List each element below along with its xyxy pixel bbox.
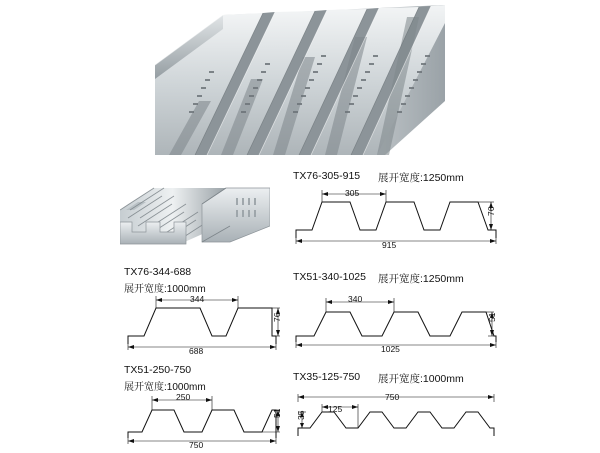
profile-title-tx35-125-750: TX35-125-750: [293, 371, 361, 383]
profile-spread-tx76-344-688: 展开宽度:1000mm: [124, 284, 206, 295]
dim-total-width-tx76-344-688: 688: [189, 346, 204, 356]
dim-height-tx76-344-688: 76: [272, 312, 282, 322]
dim-total-width-tx51-340-1025: 1025: [381, 344, 400, 354]
profile-title-tx51-250-750: TX51-250-750: [124, 364, 192, 376]
steel-deck-photo-large: [155, 5, 445, 155]
dim-rib-width-tx51-250-750: 250: [176, 392, 191, 402]
steel-deck-photo-small: [120, 180, 270, 252]
profile-spread-tx51-340-1025: 展开宽度:1250mm: [378, 273, 464, 285]
profile-spread-tx35-125-750: 展开宽度:1000mm: [378, 373, 464, 385]
dim-rib-width-tx51-340-1025: 340: [348, 294, 363, 304]
profile-drawing-tx76-305-915: [292, 186, 500, 248]
dim-total-width-tx76-305-915: 915: [382, 240, 397, 250]
profile-title-tx76-305-915: TX76-305-915: [293, 170, 361, 182]
dim-height-tx51-250-750: 51: [272, 408, 282, 418]
dim-rib-width-tx76-344-688: 344: [190, 294, 205, 304]
profile-title-tx76-344-688: TX76-344-688: [124, 266, 192, 278]
dim-height-tx35-125-750: 35: [296, 410, 306, 420]
profile-spread-tx51-250-750: 展开宽度:1000mm: [124, 382, 206, 393]
profile-drawing-tx51-340-1025: [292, 290, 500, 352]
dim-rib-width-tx76-305-915: 305: [345, 188, 360, 198]
dim-total-width-tx35-125-750: 750: [385, 392, 400, 402]
dim-total-width-tx51-250-750: 750: [189, 440, 204, 450]
dim-height-tx51-340-1025: 51: [487, 312, 497, 322]
profile-spread-tx76-305-915: 展开宽度:1250mm: [378, 172, 464, 184]
dim-height-tx76-305-915: 76: [486, 206, 496, 216]
profile-title-tx51-340-1025: TX51-340-1025: [293, 271, 366, 283]
dim-rib-width-tx35-125-750: 125: [328, 404, 343, 414]
